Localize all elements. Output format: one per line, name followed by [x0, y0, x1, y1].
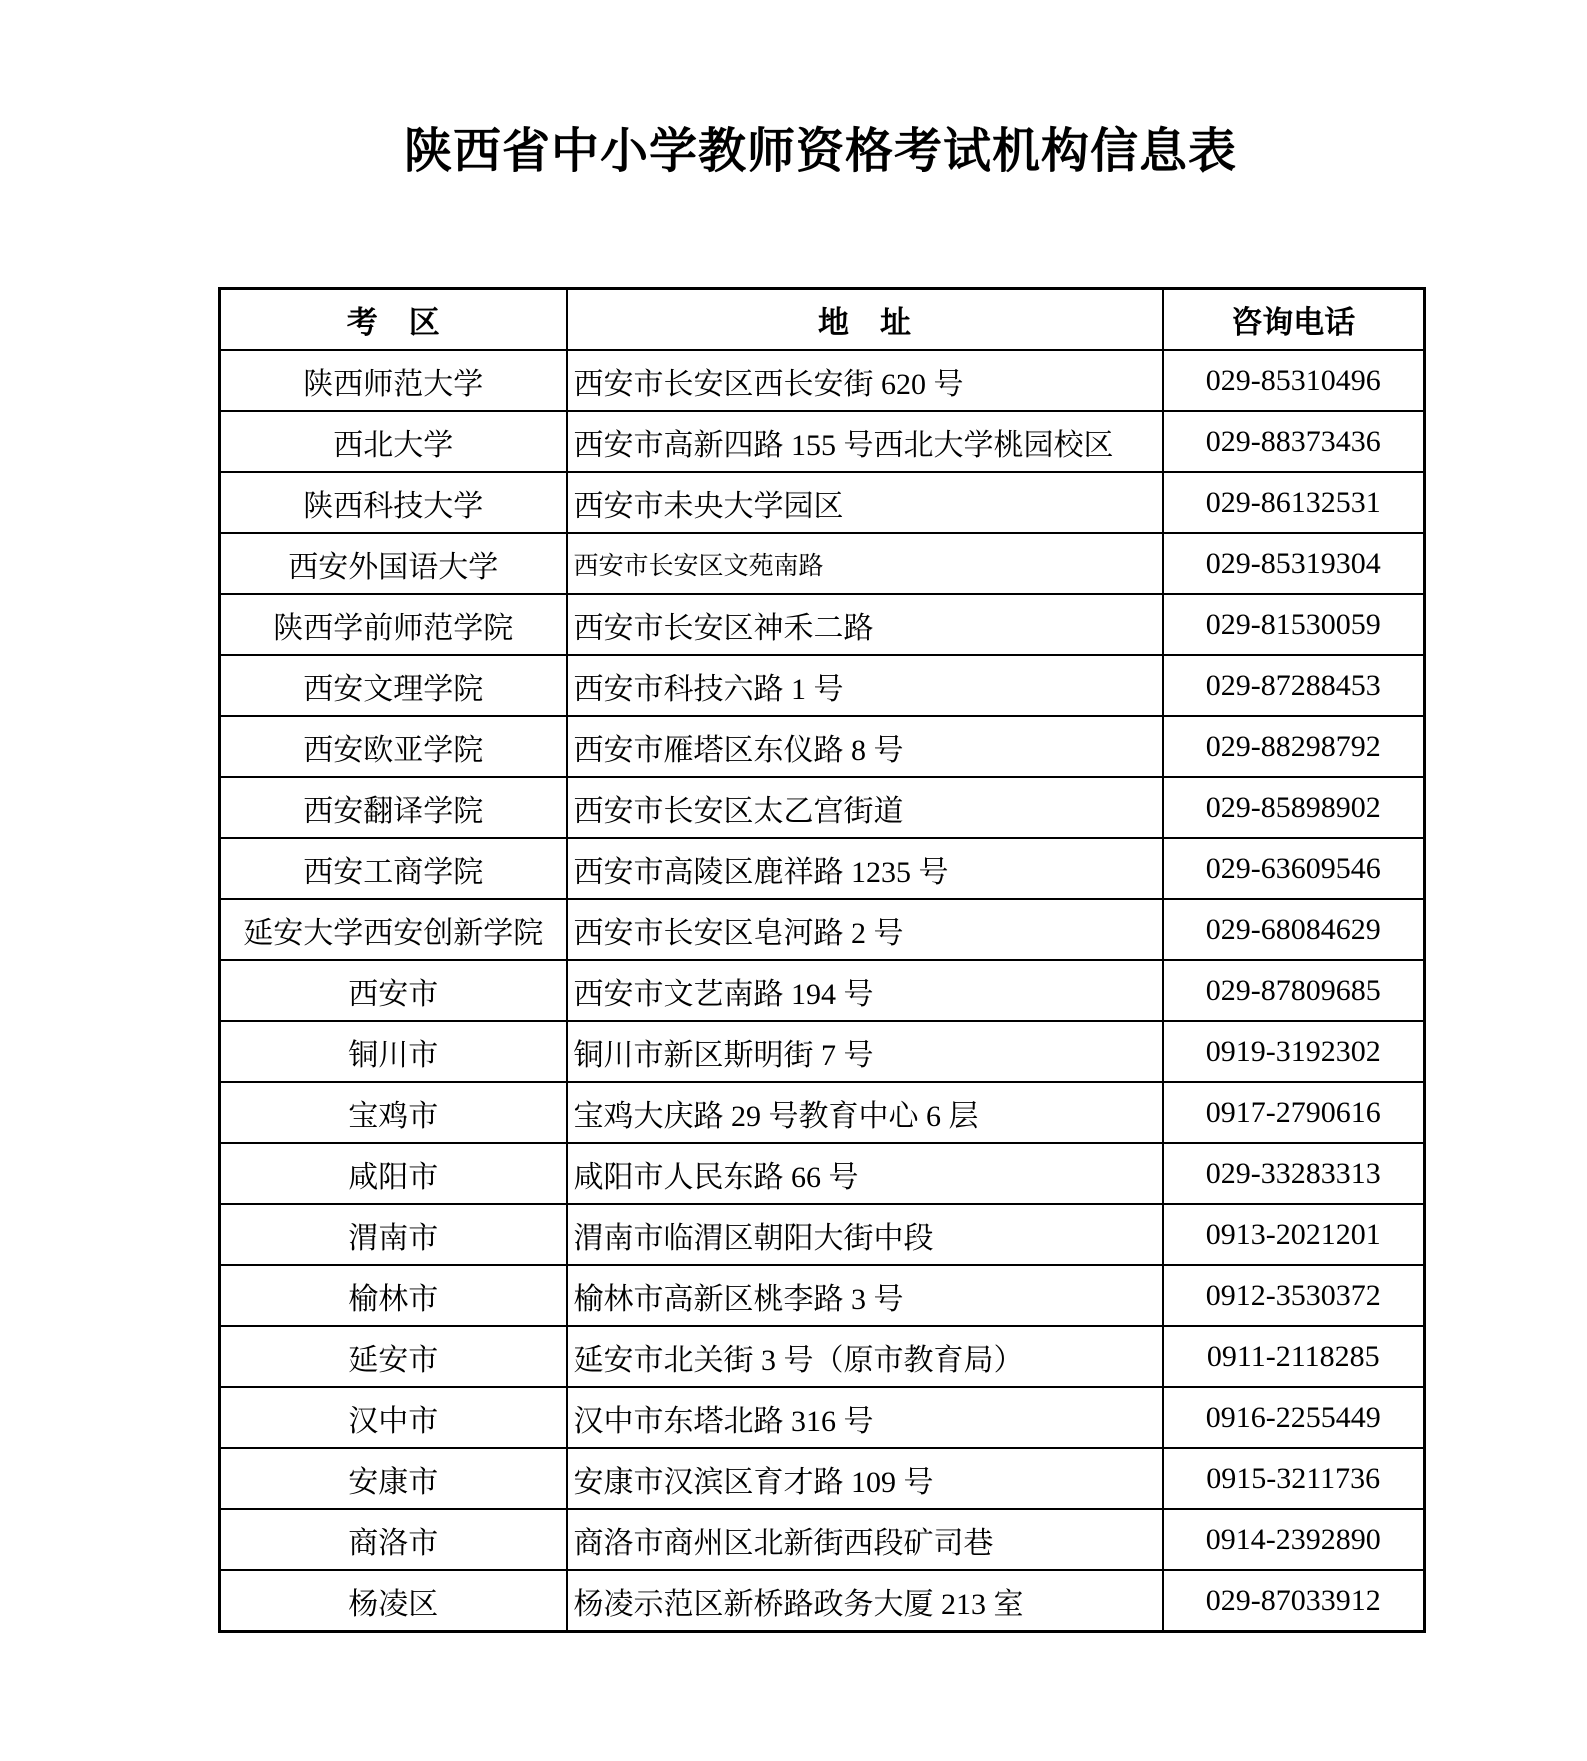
address-cell: 汉中市东塔北路 316 号: [567, 1387, 1163, 1448]
table-row: [220, 594, 1425, 655]
phone-cell: 0914-2392890: [1163, 1509, 1425, 1570]
phone-cell: 0912-3530372: [1163, 1265, 1425, 1326]
phone-cell: 029-86132531: [1163, 472, 1425, 533]
header-exam-district: 考 区: [220, 289, 567, 351]
phone-cell: 029-85898902: [1163, 777, 1425, 838]
table-row: [220, 1387, 1425, 1448]
district-cell: 咸阳市: [220, 1143, 567, 1204]
phone-cell: 0916-2255449: [1163, 1387, 1425, 1448]
district-cell: 铜川市: [220, 1021, 567, 1082]
district-cell: 宝鸡市: [220, 1082, 567, 1143]
phone-cell: 029-87033912: [1163, 1570, 1425, 1632]
address-cell: 西安市高新四路 155 号西北大学桃园校区: [567, 411, 1163, 472]
address-cell: 铜川市新区斯明街 7 号: [567, 1021, 1163, 1082]
address-cell: 西安市长安区西长安街 620 号: [567, 350, 1163, 411]
table-row: [220, 1204, 1425, 1265]
table-row: [220, 1448, 1425, 1509]
table-row: [220, 960, 1425, 1021]
address-cell: 榆林市高新区桃李路 3 号: [567, 1265, 1163, 1326]
table-row: [220, 411, 1425, 472]
address-cell: 西安市长安区文苑南路: [567, 533, 1163, 594]
header-address: 地 址: [567, 289, 1163, 351]
address-cell: 西安市科技六路 1 号: [567, 655, 1163, 716]
exam-institution-table: [218, 287, 1426, 1633]
address-cell: 渭南市临渭区朝阳大街中段: [567, 1204, 1163, 1265]
header-row: [220, 289, 1425, 351]
table-row: [220, 838, 1425, 899]
phone-cell: 029-87809685: [1163, 960, 1425, 1021]
address-cell: 西安市雁塔区东仪路 8 号: [567, 716, 1163, 777]
district-cell: 西北大学: [220, 411, 567, 472]
table-row: [220, 1082, 1425, 1143]
district-cell: 陕西师范大学: [220, 350, 567, 411]
table-row: [220, 1509, 1425, 1570]
address-cell: 西安市长安区太乙宫街道: [567, 777, 1163, 838]
district-cell: 西安欧亚学院: [220, 716, 567, 777]
phone-cell: 0911-2118285: [1163, 1326, 1425, 1387]
table-row: [220, 472, 1425, 533]
district-cell: 商洛市: [220, 1509, 567, 1570]
phone-cell: 0919-3192302: [1163, 1021, 1425, 1082]
phone-cell: 029-68084629: [1163, 899, 1425, 960]
header-phone: 咨询电话: [1163, 289, 1425, 351]
address-cell: 宝鸡大庆路 29 号教育中心 6 层: [567, 1082, 1163, 1143]
district-cell: 杨凌区: [220, 1570, 567, 1632]
phone-cell: 029-87288453: [1163, 655, 1425, 716]
address-cell: 延安市北关街 3 号（原市教育局）: [567, 1326, 1163, 1387]
phone-cell: 029-85319304: [1163, 533, 1425, 594]
district-cell: 西安市: [220, 960, 567, 1021]
district-cell: 西安外国语大学: [220, 533, 567, 594]
table-row: [220, 1021, 1425, 1082]
district-cell: 延安市: [220, 1326, 567, 1387]
district-cell: 渭南市: [220, 1204, 567, 1265]
table-row: [220, 1570, 1425, 1632]
district-cell: 榆林市: [220, 1265, 567, 1326]
address-cell: 咸阳市人民东路 66 号: [567, 1143, 1163, 1204]
table-row: [220, 716, 1425, 777]
page-title: 陕西省中小学教师资格考试机构信息表: [403, 125, 1237, 178]
district-cell: 西安翻译学院: [220, 777, 567, 838]
table-row: [220, 1265, 1425, 1326]
phone-cell: 029-63609546: [1163, 838, 1425, 899]
district-cell: 汉中市: [220, 1387, 567, 1448]
district-cell: 西安文理学院: [220, 655, 567, 716]
address-cell: 西安市文艺南路 194 号: [567, 960, 1163, 1021]
district-cell: 安康市: [220, 1448, 567, 1509]
district-cell: 延安大学西安创新学院: [220, 899, 567, 960]
phone-cell: 029-85310496: [1163, 350, 1425, 411]
table-row: [220, 533, 1425, 594]
table-row: [220, 350, 1425, 411]
phone-cell: 029-88373436: [1163, 411, 1425, 472]
phone-cell: 0913-2021201: [1163, 1204, 1425, 1265]
district-cell: 陕西学前师范学院: [220, 594, 567, 655]
address-cell: 西安市长安区皂河路 2 号: [567, 899, 1163, 960]
phone-cell: 0915-3211736: [1163, 1448, 1425, 1509]
table-row: [220, 777, 1425, 838]
phone-cell: 029-81530059: [1163, 594, 1425, 655]
address-cell: 西安市未央大学园区: [567, 472, 1163, 533]
district-cell: 西安工商学院: [220, 838, 567, 899]
district-cell: 陕西科技大学: [220, 472, 567, 533]
phone-cell: 029-33283313: [1163, 1143, 1425, 1204]
phone-cell: 029-88298792: [1163, 716, 1425, 777]
address-cell: 西安市高陵区鹿祥路 1235 号: [567, 838, 1163, 899]
table-row: [220, 1143, 1425, 1204]
table-row: [220, 655, 1425, 716]
address-cell: 商洛市商州区北新街西段矿司巷: [567, 1509, 1163, 1570]
address-cell: 西安市长安区神禾二路: [567, 594, 1163, 655]
address-cell: 杨凌示范区新桥路政务大厦 213 室: [567, 1570, 1163, 1632]
address-cell: 安康市汉滨区育才路 109 号: [567, 1448, 1163, 1509]
table-row: [220, 899, 1425, 960]
table-row: [220, 1326, 1425, 1387]
phone-cell: 0917-2790616: [1163, 1082, 1425, 1143]
